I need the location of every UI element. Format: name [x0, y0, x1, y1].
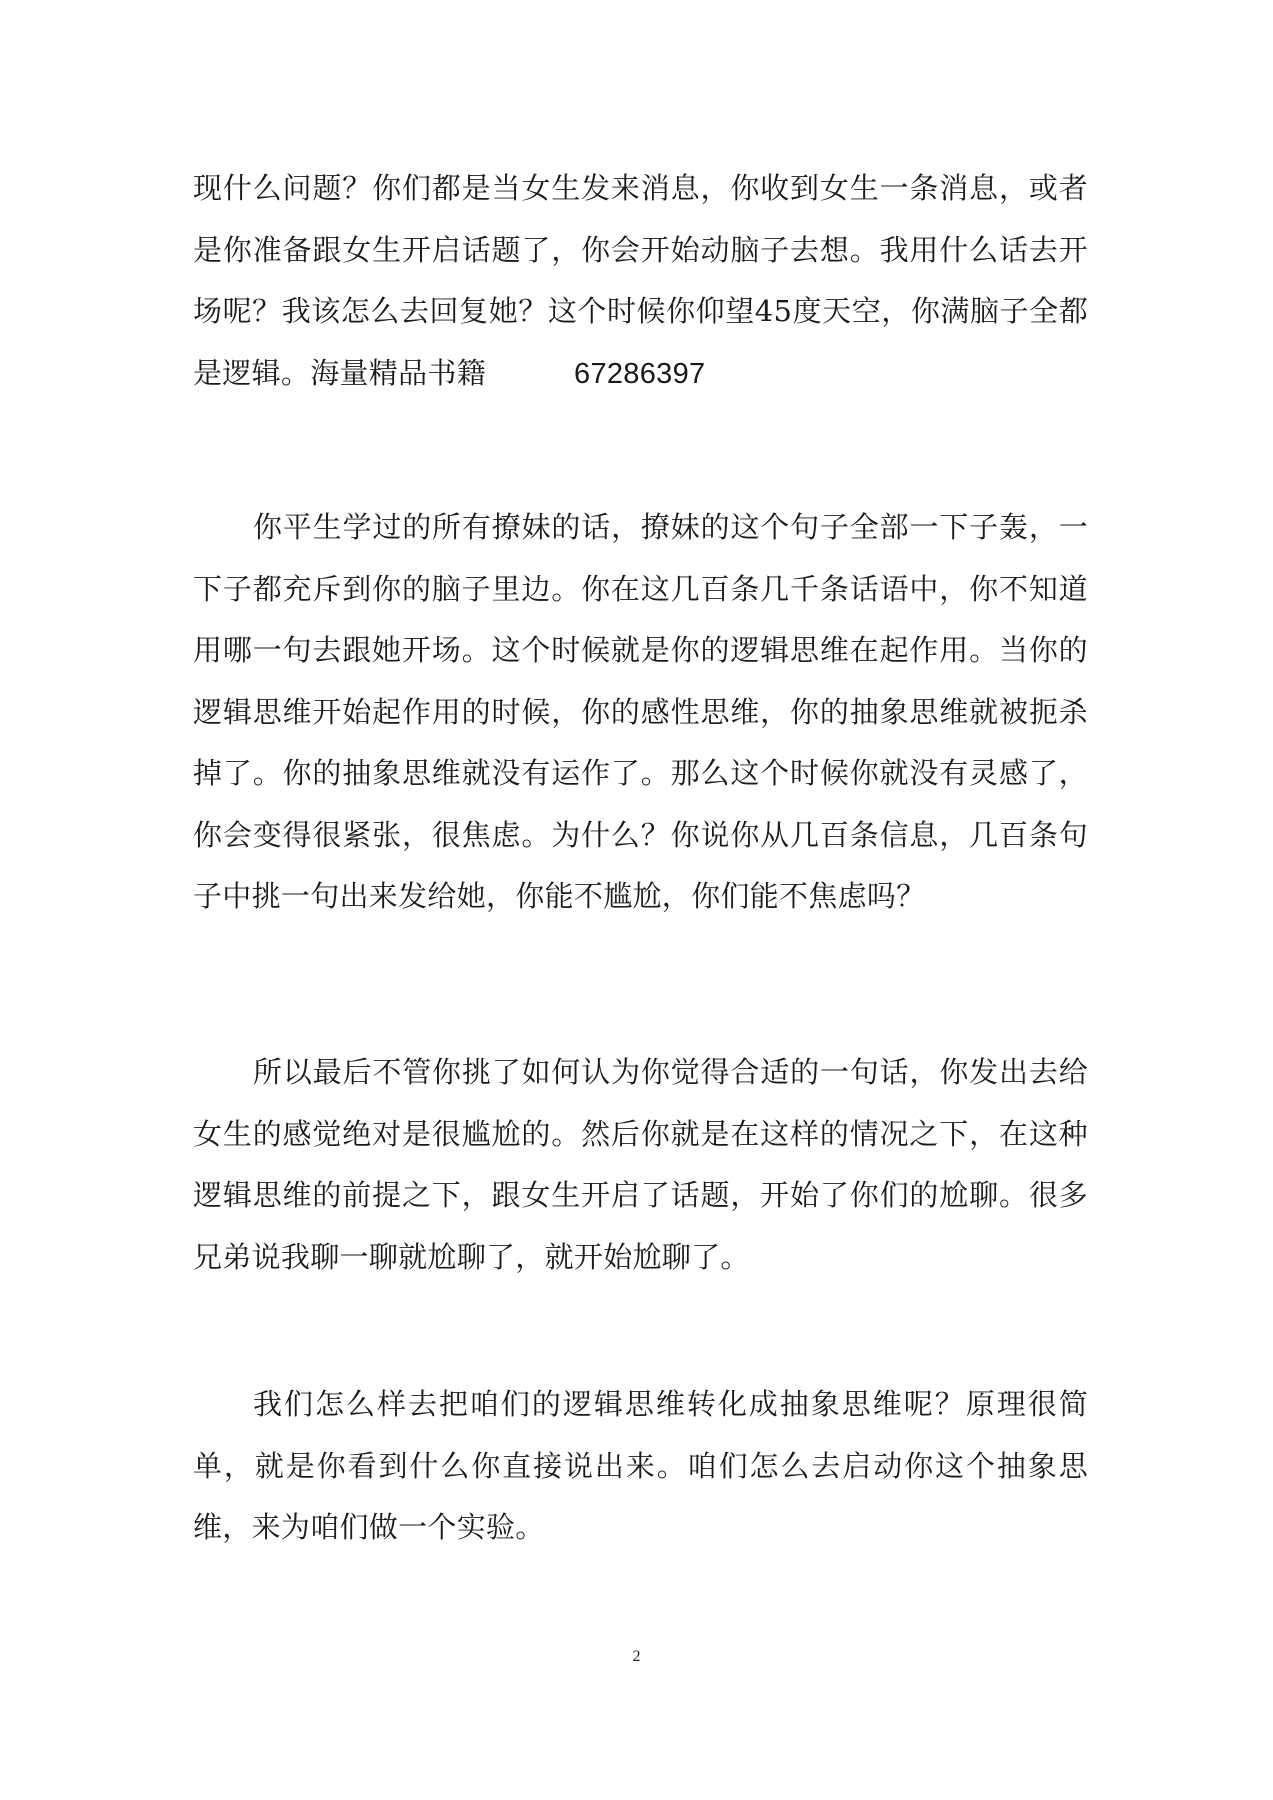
page-number: 2 — [632, 1648, 641, 1665]
ad-text: 海量精品书籍 — [310, 355, 487, 390]
paragraph-4: 我们怎么样去把咱们的逻辑思维转化成抽象思维呢？原理很简单，就是你看到什么你直接说出来。咱们怎么去启动你这个抽象思维，来为咱们做一个实验。 — [193, 1387, 1088, 1544]
paragraph-1 — [193, 158, 1088, 405]
paragraph-1-text: 现什么问题？你们都是当女生发来消息，你收到女生一条消息，或者是你准备跟女生开启话题了，你会开始动脑子去想。我用什么话去开场呢？我该怎么去回复她？这个时候你仰望45度天空，你满脑子全都是逻辑。 — [193, 171, 1088, 390]
paragraph-2: 你平生学过的所有撩妹的话，撩妹的这个句子全部一下子轰，一下子都充斥到你的脑子里边。你在这几百条几千条话语中，你不知道用哪一句去跟她开场。这个时候就是你的逻辑思维在起作用。当你的逻辑思维开始起作用的时候，你的感性思维，你的抽象思维就被扼杀掉了。你的抽象思维就没有运作了。那么这个时候你就没有灵感了，你会变得很紧张，很焦虑。为什么？你说你从几百条信息，几百条句子中挑一句出来发给她，你能不尴尬，你们能不焦虑吗？ — [193, 510, 1088, 913]
paragraph-3: 所以最后不管你挑了如何认为你觉得合适的一句话，你发出去给女生的感觉绝对是很尴尬的。然后你就是在这样的情况之下，在这种逻辑思维的前提之下，跟女生开启了话题，开始了你们的尬聊。很多兄弟说我聊一聊就尬聊了，就开始尬聊了。 — [193, 1055, 1088, 1274]
ad-number: 67286397 — [574, 357, 706, 390]
